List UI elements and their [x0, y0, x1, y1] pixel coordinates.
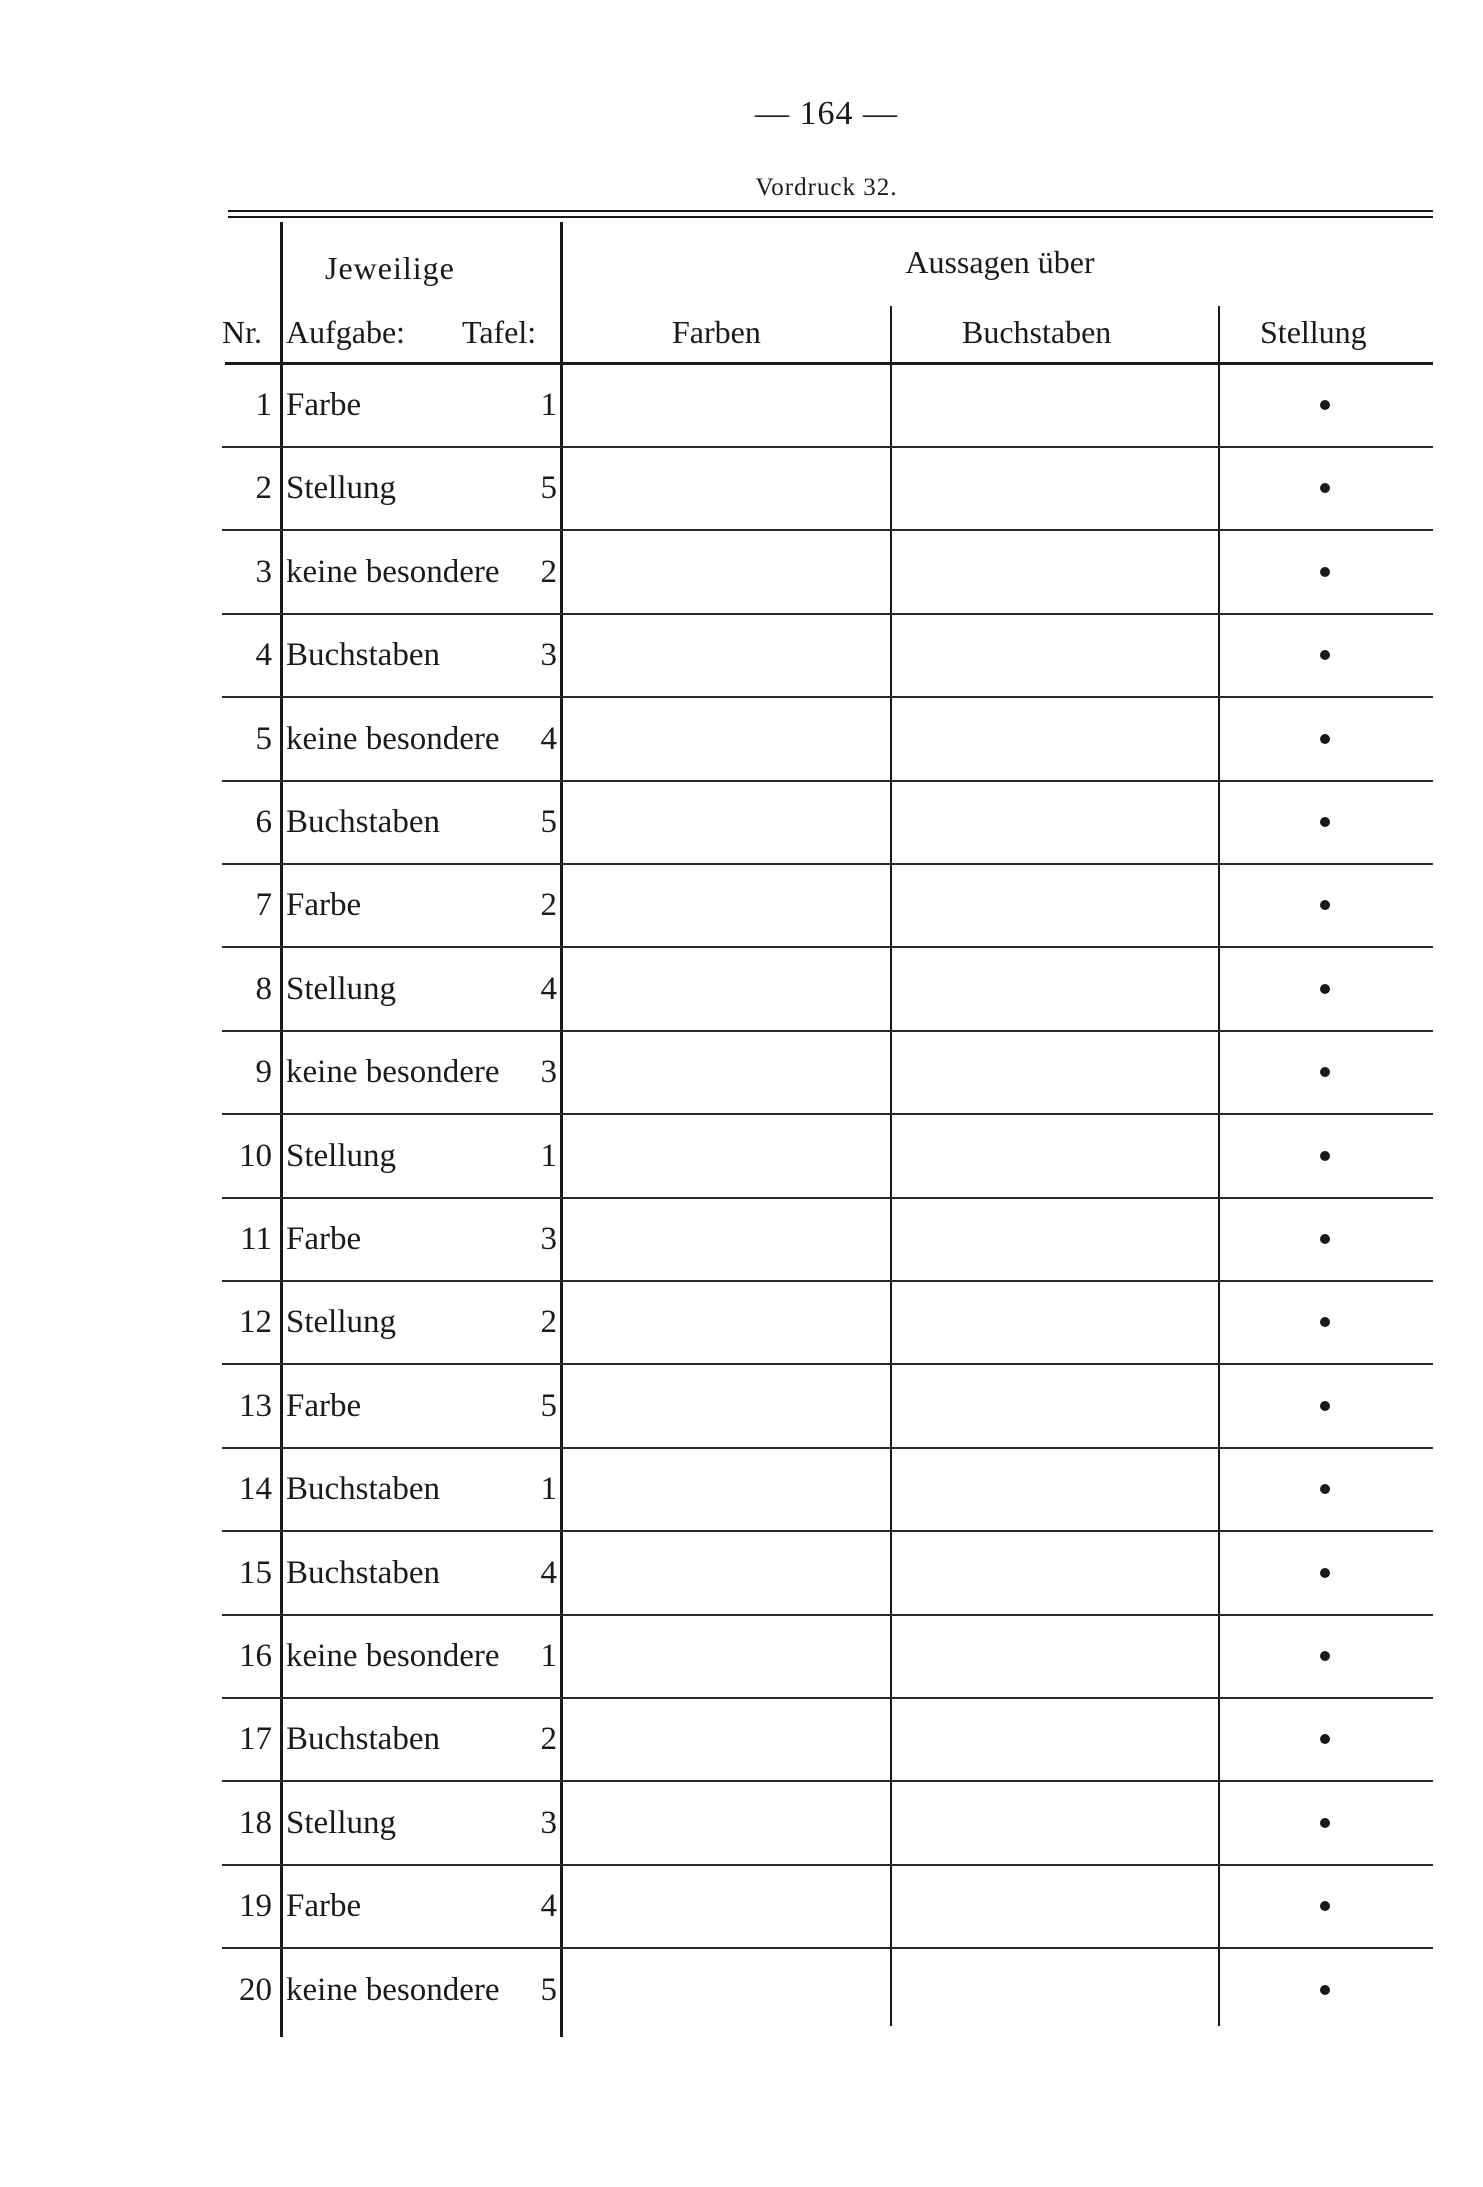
stellung-dot: [1320, 1818, 1330, 1828]
row-aufgabe: Buchstaben: [286, 1554, 440, 1591]
row-number: 5: [255, 720, 272, 757]
stellung-dot: [1320, 650, 1330, 660]
row-number: 10: [239, 1137, 272, 1174]
stellung-dot: [1320, 1151, 1330, 1161]
row-number: 20: [239, 1971, 272, 2008]
table-row: [0, 1116, 1483, 1199]
stellung-dot: [1320, 900, 1330, 910]
stellung-dot: [1320, 1234, 1330, 1244]
row-number: 7: [255, 887, 272, 924]
row-number: 11: [240, 1221, 272, 1257]
stellung-dot: [1320, 1484, 1330, 1494]
table-row: [0, 1616, 1483, 1699]
row-aufgabe: Buchstaben: [286, 1721, 440, 1758]
row-tafel: 5: [540, 1971, 557, 2008]
row-aufgabe: Stellung: [286, 970, 397, 1007]
row-tafel: 5: [540, 470, 557, 507]
row-aufgabe: Stellung: [286, 1804, 397, 1841]
row-aufgabe: keine besondere: [286, 1054, 500, 1091]
table-row: [0, 1866, 1483, 1949]
stellung-dot: [1320, 984, 1330, 994]
row-number: 14: [239, 1471, 272, 1508]
row-tafel: 3: [540, 637, 557, 674]
row-aufgabe: Stellung: [286, 1137, 397, 1174]
row-number: 18: [239, 1804, 272, 1841]
row-aufgabe: Farbe: [286, 387, 362, 423]
stellung-dot: [1320, 400, 1330, 410]
stellung-dot: [1320, 1734, 1330, 1744]
header-buchstaben: Buchstaben: [962, 314, 1112, 350]
stellung-dot: [1320, 1317, 1330, 1327]
row-number: 17: [239, 1721, 272, 1758]
table-row: [0, 1199, 1483, 1282]
table-row: [0, 1533, 1483, 1616]
row-tafel: 4: [540, 720, 557, 757]
row-aufgabe: Farbe: [286, 1221, 362, 1257]
table-row: [0, 949, 1483, 1032]
top-rule-double: [228, 216, 1433, 218]
header-nr: Nr.: [222, 314, 262, 350]
stellung-dot: [1320, 567, 1330, 577]
top-rule: [228, 210, 1433, 212]
row-tafel: 3: [540, 1221, 557, 1257]
table-row: [0, 1950, 1483, 2033]
row-number: 6: [255, 804, 272, 840]
stellung-dot: [1320, 1651, 1330, 1661]
row-aufgabe: Buchstaben: [286, 804, 440, 840]
table-row: [0, 532, 1483, 615]
stellung-dot: [1320, 1985, 1330, 1995]
stellung-dot: [1320, 817, 1330, 827]
row-aufgabe: Buchstaben: [286, 637, 440, 674]
header-tafel: Tafel:: [462, 314, 537, 350]
row-aufgabe: keine besondere: [286, 1638, 500, 1674]
form-title: Vordruck 32.: [755, 174, 898, 201]
stellung-dot: [1320, 734, 1330, 744]
row-aufgabe: keine besondere: [286, 720, 500, 757]
stellung-dot: [1320, 1901, 1330, 1911]
stellung-dot: [1320, 1067, 1330, 1077]
row-number: 2: [255, 470, 272, 507]
row-tafel: 2: [540, 1304, 557, 1341]
row-tafel: 1: [540, 1638, 557, 1674]
table-row: [0, 1366, 1483, 1449]
row-tafel: 3: [540, 1804, 557, 1841]
row-tafel: 2: [540, 887, 557, 924]
stellung-dot: [1320, 1401, 1330, 1411]
row-number: 15: [239, 1554, 272, 1591]
row-number: 8: [255, 970, 272, 1007]
row-tafel: 4: [540, 970, 557, 1007]
row-number: 19: [239, 1888, 272, 1925]
row-tafel: 2: [540, 1721, 557, 1758]
stellung-dot: [1320, 483, 1330, 493]
row-number: 12: [239, 1304, 272, 1341]
row-tafel: 4: [540, 1888, 557, 1925]
row-aufgabe: Farbe: [286, 1888, 362, 1925]
table-row: [0, 615, 1483, 698]
table-row: [0, 1032, 1483, 1115]
row-tafel: 1: [540, 387, 557, 423]
table-row: [0, 865, 1483, 948]
table-row: [0, 1699, 1483, 1782]
row-aufgabe: Stellung: [286, 470, 397, 507]
header-aussagen-ueber: Aussagen über: [905, 244, 1095, 280]
row-aufgabe: keine besondere: [286, 1971, 500, 2008]
stellung-dot: [1320, 1568, 1330, 1578]
row-aufgabe: Farbe: [286, 1387, 362, 1424]
row-number: 9: [255, 1054, 272, 1091]
table-row: [0, 1282, 1483, 1365]
row-number: 4: [255, 637, 272, 674]
row-aufgabe: Stellung: [286, 1304, 397, 1341]
table-row: [0, 448, 1483, 531]
row-number: 3: [255, 553, 272, 590]
header-stellung: Stellung: [1260, 314, 1367, 350]
table-row: [0, 699, 1483, 782]
table-row: [0, 782, 1483, 865]
header-farben: Farben: [672, 314, 761, 350]
row-tafel: 4: [540, 1554, 557, 1591]
row-number: 1: [255, 387, 272, 423]
row-tafel: 3: [540, 1054, 557, 1091]
table-row: [0, 365, 1483, 448]
page-number: — 164 —: [755, 95, 898, 132]
row-tafel: 2: [540, 553, 557, 590]
row-aufgabe: Buchstaben: [286, 1471, 440, 1508]
row-number: 16: [239, 1638, 272, 1674]
row-tafel: 5: [540, 1387, 557, 1424]
row-tafel: 1: [540, 1471, 557, 1508]
row-number: 13: [239, 1387, 272, 1424]
row-aufgabe: Farbe: [286, 887, 362, 924]
header-jeweilige: Jeweilige: [325, 250, 455, 286]
row-aufgabe: keine besondere: [286, 553, 500, 590]
row-tafel: 1: [540, 1137, 557, 1174]
header-aufgabe: Aufgabe:: [286, 314, 406, 350]
table-row: [0, 1783, 1483, 1866]
row-tafel: 5: [540, 804, 557, 840]
table-row: [0, 1449, 1483, 1532]
